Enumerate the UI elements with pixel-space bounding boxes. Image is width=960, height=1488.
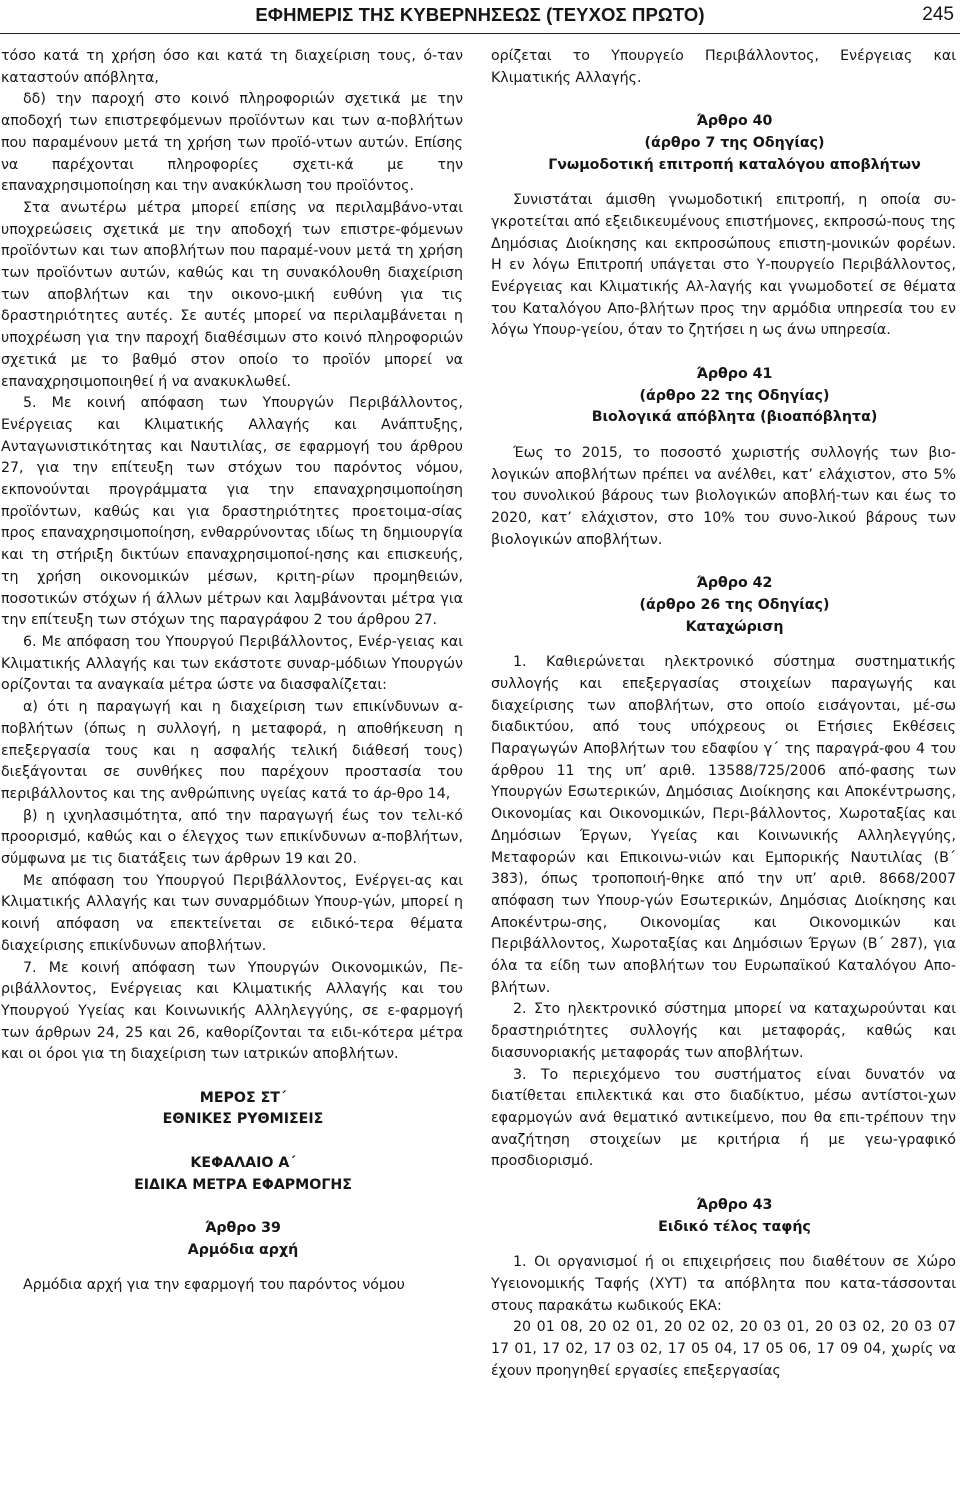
paragraph: 1. Καθιερώνεται ηλεκτρονικό σύστημα συστηματικής συλλογής και επεξεργασίας στοιχείων παραγωγής και διαχείρισης των αποβλήτων, στο οποίο εισάγονται, μέ-σω διαδικτύου, από τους υπόχρεους οι Ετήσιες Εκθέσεις Παραγωγών Αποβλήτων του εδαφίου γ΄ της παραγρά-φου 4 του άρθρου 11 της υπ’ αριθ. 13588/725/2006 από-φασης των Υπουργών Εσωτερικών, Δημόσιας Διοίκησης και Αποκέντρωσης, Οικονομίας και Οικονομικών, Περι-βάλλοντος, Χωροταξίας και Δημόσιων Έργων, Υγείας και Κοινωνικής Αλληλεγγύης, Μεταφορών και Επικοινω-νιών και Εμπορικής Ναυτιλίας (Β΄ 383), όπως τροποποιή-θηκε από την υπ’ αριθ. 8668/2007 απόφαση των Υπουρ-γών Εσωτερικών, Δημόσιας Διοίκησης και Αποκέντρω-σης, Οικονομίας και Οικονομικών και Περιβάλλοντος, Χωροταξίας και Δημόσιων Έργων (Β΄ 287), για όλα τα είδη των αποβλήτων του Ευρωπαϊκού Καταλόγου Απο-βλήτων. [491,654,956,996]
article-40-title: Άρθρο 40 [696,113,773,130]
paragraph: β) η ιχνηλασιμότητα, από την παραγωγή έως τον τελι-κό προορισμό, καθώς και ο έλεγχος των επικίνδυνων α-ποβλήτων, σύμφωνα με τις διατάξεις των άρθρων 19 και 20. [1,807,463,868]
page-number: 245 [922,4,954,25]
chapter-title: ΚΕΦΑΛΑΙΟ Α΄ [190,1154,296,1171]
paragraph: Αρμόδια αρχή για την εφαρμογή του παρόντος νόμου [23,1277,405,1294]
article-43-subtitle: Ειδικό τέλος ταφής [658,1218,811,1235]
article-40-directive-ref: (άρθρο 7 της Οδηγίας) [644,134,825,151]
article-39-title: Άρθρο 39 [205,1219,281,1236]
part-title: ΜΕΡΟΣ ΣΤ΄ [199,1089,287,1106]
article-41-directive-ref: (άρθρο 22 της Οδηγίας) [639,387,830,404]
paragraph: ορίζεται το Υπουργείο Περιβάλλοντος, Ενέργειας και Κλιματικής Αλλαγής. [491,48,956,86]
waste-codes: 20 01 08, 20 02 01, 20 02 02, 20 03 01, 20 03 02, 20 03 07 17 01, 17 02, 17 03 02, 17 05 04, 17 05 06, 17 09 04, χωρίς να έχουν προηγηθεί εργασίες επεξεργασίας [491,1319,956,1379]
article-42-title: Άρθρο 42 [696,575,773,592]
paragraph: Συνιστάται άμισθη γνωμοδοτική επιτροπή, η οποία συ-γκροτείται από εξειδικευμένους επιστήμονες, εκπροσώ-πους της Δημόσιας Διοίκησης και εκπροσώπους επιστη-μονικών φορέων. Η εν λόγω Επιτροπή υπάγεται στο Υ-πουργείο Περιβάλλοντος, Ενέργειας και Κλιματικής Αλ-λαγής και γνωμοδοτεί σε θέματα του Καταλόγου Απο-βλήτων προς την αρμόδια υπηρεσία του εν λόγω Υπουρ-γείου, όταν το ζητήσει η ως άνω υπηρεσία. [491,192,956,339]
paragraph: Στα ανωτέρω μέτρα μπορεί επίσης να περιλαμβάνο-νται υποχρεώσεις σχετικά με την αποδοχή των επιστρε-φόμενων προϊόντων και των αποβλήτων που παραμέ-νουν μετά τη χρήση των προϊόντων αυτών, καθώς και τη συνακόλουθη διαχείριση των αποβλήτων και την οικονο-μική ευθύνη για τις δραστηριότητες αυτές. Σε αυτές μπορεί να περιλαμβάνεται η υποχρέωση για την παροχή διαθέσιμων στο κοινό πληροφοριών σχετικά με το βαθμό στον οποίο το προϊόν μπορεί να επαναχρησιμοποιηθεί ή να ανακυκλωθεί. [1,199,463,390]
paragraph: 6. Με απόφαση του Υπουργού Περιβάλλοντος, Ενέρ-γειας και Κλιματικής Αλλαγής και των εκάστοτε συναρ-μόδιων Υπουργών ορίζονται τα αναγκαία μέτρα ώστε να διασφαλίζεται: [1,633,463,694]
page-header [0,0,960,34]
article-42-subtitle: Καταχώριση [685,618,784,635]
paragraph: 7. Με κοινή απόφαση των Υπουργών Οικονομικών, Πε-ριβάλλοντος, Ενέργειας και Κλιματικής Αλλαγής και του Υπουργού Υγείας και Κοινωνικής Αλληλεγγύης, σε ε-φαρμογή των άρθρων 24, 25 και 26, καθορίζονται τα ειδι-κότερα μέτρα και οι όροι για τη διαχείριση των ιατρικών αποβλήτων. [1,959,463,1063]
paragraph: 5. Με κοινή απόφαση των Υπουργών Περιβάλλοντος, Ενέργειας και Κλιματικής Αλλαγής και Ανάπτυξης, Ανταγωνιστικότητας και Ναυτιλίας, σε εφαρμογή του άρθρου 27, για την επίτευξη των στόχων του παρόντος νόμου, εκπονούνται προγράμματα για την επαναχρησιμοποίηση προϊόντων, καθώς και για δραστηριότητες προετοιμα-σίας προς επαναχρησιμοποίηση, ενθαρρύνοντας ιδίως τη δημιουργία και τη στήριξη δικτύων επαναχρησιμοποί-ησης και επισκευής, τη χρήση οικονομικών μέσων, κριτη-ρίων προμηθειών, ποσοτικών στόχων ή άλλων μέτρων και λαμβάνονται μέτρα για την επίτευξη των στόχων της παραγράφου 2 του άρθρου 27. [1,395,463,629]
article-39-subtitle: Αρμόδια αρχή [187,1241,299,1258]
part-subtitle: ΕΘΝΙΚΕΣ ΡΥΘΜΙΣΕΙΣ [162,1111,324,1128]
article-42-directive-ref: (άρθρο 26 της Οδηγίας) [639,596,830,613]
header-rule [0,33,960,34]
paragraph: Με απόφαση του Υπουργού Περιβάλλοντος, Ενέργει-ας και Κλιματικής Αλλαγής και των συναρμόδιων Υπουρ-γών, μπορεί η κοινή απόφαση να επεκτείνεται σε ειδικό-τερα θέματα διαχείρισης επικίνδυνων αποβλήτων. [1,872,463,954]
chapter-subtitle: ΕΙΔΙΚΑ ΜΕΤΡΑ ΕΦΑΡΜΟΓΗΣ [134,1176,352,1193]
paragraph: α) ότι η παραγωγή και η διαχείριση των επικίνδυνων α-ποβλήτων (όπως η συλλογή, η μεταφορά, η αποθήκευση η επεξεργασία τους και η ασφαλής τελική διάθεσή τους) διεξάγονται σε συνθήκες που παρέχουν προστασία του περιβάλλοντος και της ανθρώπινης υγείας κατά το άρ-θρο 14, [1,699,463,802]
paragraph: 3. Το περιεχόμενο του συστήματος είναι δυνατόν να διατίθεται επιλεκτικά και στο διαδίκτυο, μέσω αντίστοι-χων εφαρμογών ανά θεματικό αντικείμενο, που θα επι-τρέπουν την αναζήτηση στοιχείων με κριτήρια ή με γεω-γραφικό προσδιορισμό. [491,1066,956,1170]
left-column [1,46,463,1297]
article-40-subtitle: Γνωμοδοτική επιτροπή καταλόγου αποβλήτων [548,156,921,173]
paragraph: δδ) την παροχή στο κοινό πληροφοριών σχετικά με την αποδοχή των επιστρεφόμενων προϊόντων και των α-ποβλήτων που παραμένουν μετά τη χρήση των προϊό-ντων αυτών. Επίσης να παρέχονται πληροφορίες σχετι-κά με την επαναχρησιμοποίηση και την ανακύκλωση του προϊόντος. [1,91,463,195]
paragraph: Έως το 2015, το ποσοστό χωριστής συλλογής των βιο-λογικών αποβλήτων πρέπει να ανέλθει, κατ’ ελάχιστον, στο 5% του συνολικού βάρους των βιολογικών αποβλή-των και έως το 2020, κατ’ ελάχιστον, στο 10% του συνο-λικού βάρους των βιολογικών αποβλήτων. [491,444,956,548]
paragraph: 2. Στο ηλεκτρονικό σύστημα μπορεί να καταχωρούνται και δραστηριότητες συλλογής και μεταφοράς, καθώς και διασυνοριακής μεταφοράς των αποβλήτων. [491,1001,956,1061]
article-41-subtitle: Βιολογικά απόβλητα (βιοαπόβλητα) [591,409,878,426]
article-41-title: Άρθρο 41 [696,365,773,382]
paragraph: 1. Οι οργανισμοί ή οι επιχειρήσεις που διαθέτουν σε Χώρο Υγειονομικής Ταφής (ΧΥΤ) τα απόβλητα που κατα-τάσσονται στους παρακάτω κωδικούς ΕΚΑ: [491,1254,956,1314]
article-43-title: Άρθρο 43 [696,1196,773,1213]
right-column [491,46,956,1382]
paragraph: τόσο κατά τη χρήση όσο και κατά τη διαχείριση τους, ό-ταν καταστούν απόβλητα, [1,48,463,86]
gazette-title: ΕΦΗΜΕΡΙΣ ΤΗΣ ΚΥΒΕΡΝΗΣΕΩΣ (ΤΕΥΧΟΣ ΠΡΩΤΟ) [255,4,705,25]
